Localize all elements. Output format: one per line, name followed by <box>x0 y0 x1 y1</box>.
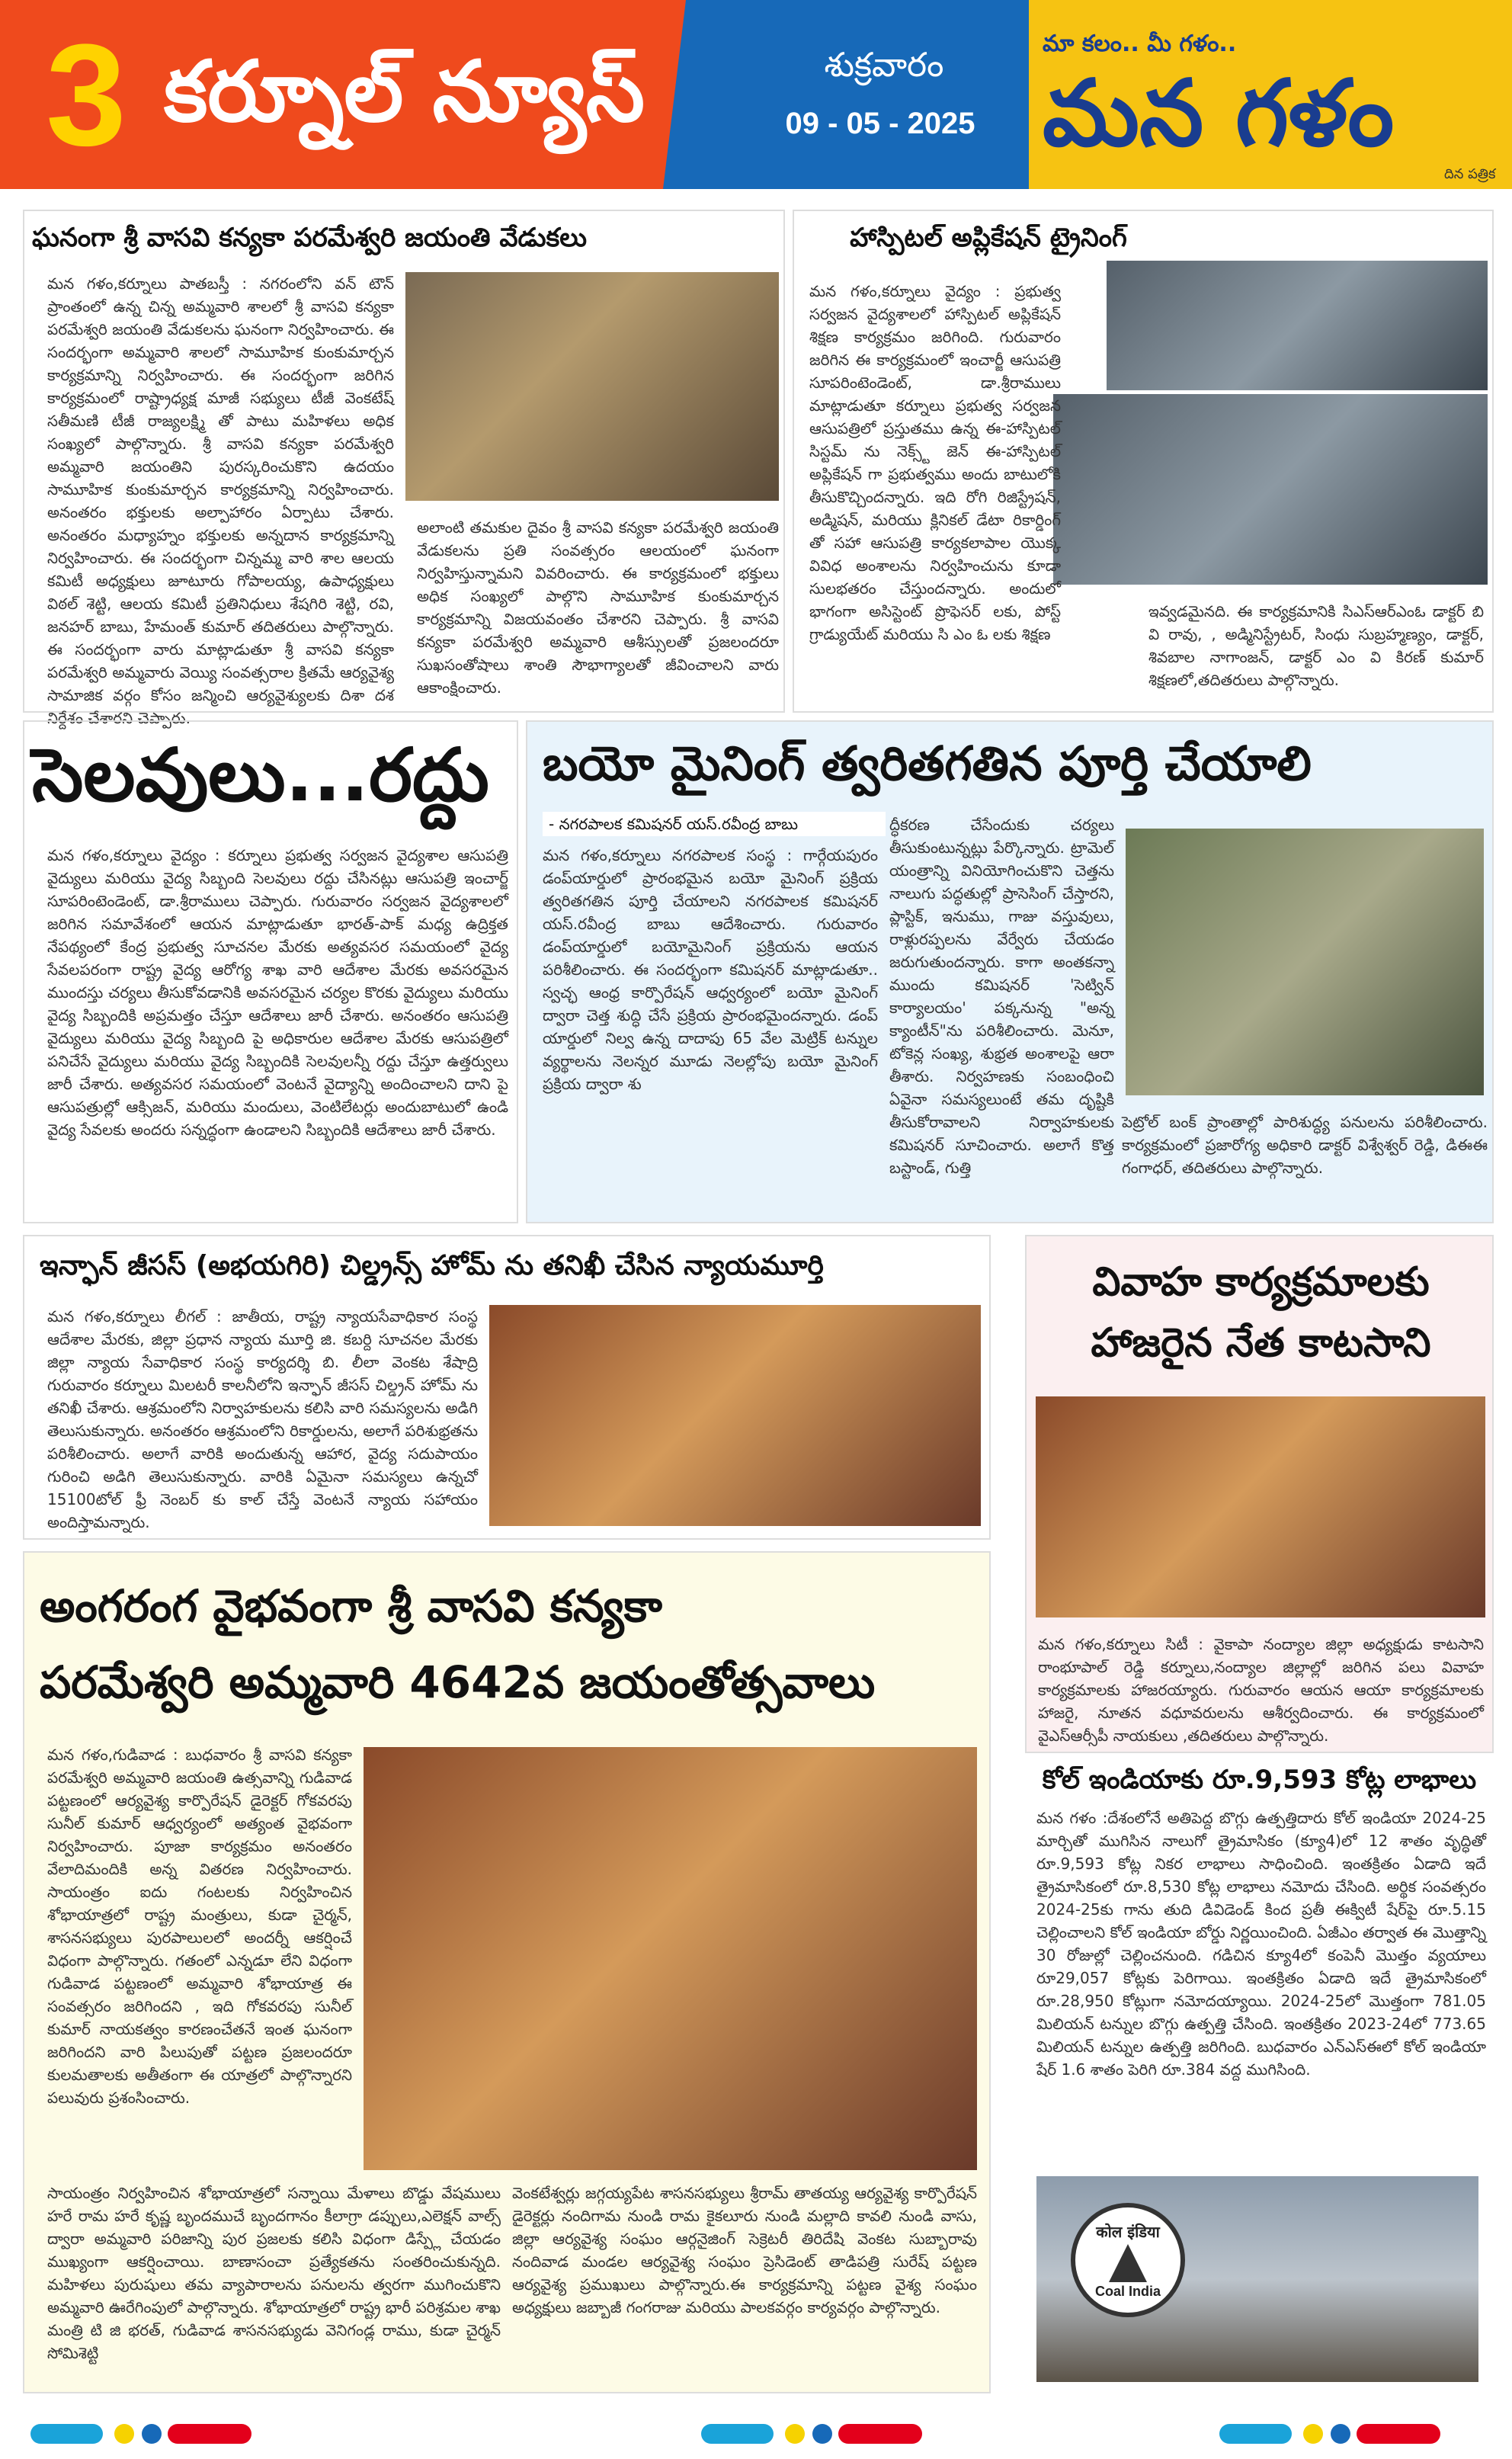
article-bio-mining <box>526 720 1494 1223</box>
article-headline: కోల్ ఇండియాకు రూ.9,593 కోట్ల లాభాలు <box>1042 1765 1477 1795</box>
footer-dots-left <box>30 2424 259 2444</box>
article-body-col3: పెట్రోల్ బంక్ ప్రాంతాల్లో పారిశుద్ధ్య పనులను పరిశీలించారు. కార్యక్రమంలో ప్రజారోగ్య అధికారి డాక్టర్ విశ్వేశ్వర్ రెడ్డి, డిఈఈ గంగాధర్, తదితరులు పాల్గొన్నారు. <box>1122 1113 1488 1177</box>
coal-logo-text: Coal India <box>1094 2284 1161 2299</box>
footer-dots-center <box>701 2424 930 2444</box>
article-body: మన గళం,కర్నూలు సిటీ : వైకాపా నంద్యాల జిల్లా అధ్యక్షుడు కాటసాని రాంభూపాల్ రెడ్డి కర్నూలు,నంద్యాల జిల్లాల్లో జరిగిన పలు వివాహ కార్యక్రమాలకు హాజరయ్యారు. గురువారం ఆయన ఆయా కార్యక్రమాలకు హాజరై, నూతన వధూవరులను ఆశీర్వదించారు. ఈ కార్యక్రమంలో వైఎస్ఆర్సీపీ నాయకులు ,తదితరులు పాల్గొన్నారు. <box>1038 1635 1484 1745</box>
article-headline: ఇన్ఫాన్ జీసస్ (అభయగిరి) చిల్డ్రన్స్ హోమ్ ను తనిఖీ చేసిన న్యాయమూర్తి <box>40 1250 824 1281</box>
article-body-col1: మన గళం,కర్నూలు వైద్యం : ప్రభుత్వ సర్వజన వైద్యశాలలో హాస్పిటల్ అప్లికేషన్ శిక్షణ కార్యక్రమం జరిగింది. గురువారం జరిగిన ఈ కార్యక్రమంలో ఇంచార్జీ ఆసుపత్రి సూపరింటెండెంట్, డా.శ్రీరాములు మాట్లాడుతూ కర్నూలు ప్రభుత్వ సర్వజన ఆసుపత్రిలో ప్రస్తుతము ఉన్న ఈ-హాస్పిటల్ సిస్టమ్ ను నెక్స్ట్ జెన్ ఈ-హాస్పిటల్ అప్లికేషన్ గా ప్రభుత్వము అందు బాటులోకి తీసుకొచ్చిందన్నారు. ఇది రోగి రిజిస్ట్రేషన్, అడ్మిషన్, మరియు క్లినికల్ డేటా రికార్డింగ్ తో సహా ఆసుపత్రి కార్యకలాపాల యొక్క వివిధ అంశాలను నిర్వహించును కూడా సులభతరం చేస్తుందన్నారు. అందులో భాగంగా అసిస్టెంట్ ప్రొఫెసర్ లకు, పోస్ట్ గ్రాడ్యుయేట్ మరియు సి ఎం ఓ లకు శిక్షణ <box>809 282 1061 643</box>
article-body-col-full: సాయంత్రం నిర్వహించిన శోభాయాత్రలో సన్నాయి మేళాలు బొడ్డు వేషములు హరే రామ హరే కృష్ణ బృందముచే బృందగానం కీలాగ్రా డప్పులు,ఎలెక్షన్ వాల్స్ ద్వారా అమ్మవారి పరిజాన్ని పుర ప్రజలకు కలిసి విధంగా డిస్ప్లే చేయడం ముఖ్యంగా ఆకర్షించాయి. బాణాసంచా ప్రత్యేకతను సంతరించుకున్నది. మహిళలు పురుషులు తమ వ్యాపారాలను పనులను త్వరగా ముగించుకొని అమ్మవారి ఊరేగింపులో పాల్గొన్నారు. శోభాయాత్రలో రాష్ట్ర భారీ పరిశ్రమల శాఖ మంత్రి టి జి భరత్, గుడివాడ శాసనసభ్యుడు వెనిగండ్ల రాము, కుడా చైర్మన్ సోమిశెట్టి <box>47 2184 501 2362</box>
logo-name: మన గళం <box>1043 61 1395 167</box>
article-body: మన గళం :దేశంలోనే అతిపెద్ద బొగ్గు ఉత్పత్తిదారు కోల్ ఇండియా 2024-25 మార్చితో ముగిసిన నాలుగో త్రైమాసికం (క్యూ4)లో 12 శాతం వృద్ధితో రూ.9,593 కోట్ల నికర లాభాలు సాధించింది. ఇంతక్రితం ఏడాది ఇదే త్రైమాసికంలో రూ.8,530 కోట్ల లాభాలు నమోదు చేసింది. అర్థిక సంవత్సరం 2024-25కు గాను తుది డివిడెండ్ కింద ప్రతీ ఈక్విటీ షేర్‌పై రూ.5.15 చెల్లించాలని కోల్ ఇండియా బోర్డు నిర్ణయించింది. ఏజీఎం తర్వాత ఈ మొత్తాన్ని 30 రోజుల్లో చెల్లించనుంది. గడిచిన క్యూ4లో కంపెనీ మొత్తం వ్యయాలు రూ29,057 కోట్లకు పెరిగాయి. ఇంతక్రితం ఏడాది ఇదే త్రైమాసికంలో రూ.28,950 కోట్లుగా నమోదయ్యాయి. 2024-25లో మొత్తంగా 781.05 మిలియన్ టన్నుల బొగ్గు ఉత్పత్తి చేసింది. ఇంతక్రితం 2023-24లో 773.65 మిలియన్ టన్నుల ఉత్పత్తి జరిగింది. బుధవారం ఎన్ఎస్ఈలో కోల్ ఇండియా షేర్ 1.6 శాతం పెరిగి రూ.384 వద్ద ముగిసింది. <box>1036 1809 1486 2079</box>
article-hospital-training <box>793 210 1494 713</box>
children-home-photo <box>489 1305 981 1526</box>
article-vasavi-4642 <box>23 1551 991 2393</box>
article-coal-india <box>1025 1761 1494 2393</box>
dumpyard-photo <box>1126 829 1484 1095</box>
header-date: 09 - 05 - 2025 <box>785 107 975 140</box>
article-children-home-inspection <box>23 1235 991 1540</box>
logo-subtitle: దిన పత్రిక <box>1444 166 1496 182</box>
temple-photo <box>405 272 779 501</box>
section-title: కర్నూల్ న్యూస్ <box>164 43 645 140</box>
header-day: శుక్రవారం <box>824 46 944 85</box>
footer-dots-right <box>1219 2424 1448 2444</box>
article-headline: హాస్పిటల్ అప్లికేషన్ ట్రైనింగ్ <box>850 223 1127 253</box>
article-body-col2: వెంకటేశ్వర్లు జగ్గయ్యపేట శాసనసభ్యులు శ్రీరామ్ తాతయ్య ఆర్యవైశ్య కార్పొరేషన్ డైరెక్టర్లు నందిగామ నుండి రామ కైకలూరు నుండి మల్లాది కావలి నుండి వాసు, జిల్లా ఆర్యవైశ్య సంఘం ఆర్గనైజింగ్ సెక్రెటరీ తిరిదేషి వెంకట సుబ్బారావు నందివాడ మండల ఆర్యవైశ్య సంఘం ప్రెసిడెంట్ తాడిపత్రి సురేష్ పట్టణ ఆర్యవైశ్య ప్రముఖులు పాల్గొన్నారు.ఈ కార్యక్రమాన్ని పట్టణ వైశ్య సంఘం అధ్యక్షులు జబ్బాజీ గంగరాజు మరియు పాలకవర్గం కార్యవర్గం పాల్గొన్నారు. <box>512 2184 977 2316</box>
article-body-col2: ఇవ్వడమైనది. ఈ కార్యక్రమానికి సిఎస్ఆర్ఎంఓ డాక్టర్ బి వి రావు, , అడ్మినిస్ట్రేటర్, సింధు సుబ్రహ్మణ్యం, డాక్టర్, శివబాల నాగాంజన్, డాక్టర్ ఎం వి కిరణ్ కుమార్ శిక్షణలో,తదితరులు పాల్గొన్నారు. <box>1148 602 1484 689</box>
coal-logo-emblem-icon <box>1109 2244 1147 2282</box>
article-body-col2: అలాంటి తమకుల దైవం శ్రీ వాసవి కన్యకా పరమేశ్వరి జయంతి వేడుకలను ప్రతి సంవత్సరం ఆలయంలో ఘనంగా నిర్వహిస్తున్నామని వివరించారు. ఈ కార్యక్రమంలో భక్తులు అధిక సంఖ్యలో పాల్గొని సామూహిక కుంకుమార్చన కార్యక్రమాన్ని విజయవంతం చేశారని చెప్పారు. శ్రీ వాసవి కన్యకా పరమేశ్వరి అమ్మవారి ఆశీస్సులతో ప్రజలందరూ సుఖసంతోషాలు శాంతి సౌభాగ్యాలతో జీవించాలని వారు ఆకాంక్షించారు. <box>417 518 779 697</box>
article-headline: వివాహ కార్యక్రమాలకు హాజరైన నేత కాటసాని <box>1091 1259 1431 1366</box>
procession-photo <box>364 1747 977 2170</box>
article-body-col1: మన గళం,కర్నూలు పాతబస్తీ : నగరంలోని వన్ టౌన్ ప్రాంతంలో ఉన్న చిన్న అమ్మవారి శాలలో శ్రీ వాసవి కన్యకా పరమేశ్వరి జయంతి వేడుకలను ఘనంగా నిర్వహించారు. ఈ సందర్భంగా అమ్మవారి శాలలో సామూహిక కుంకుమార్చన కార్యక్రమాన్ని నిర్వహించారు. ఈ సందర్భంగా జరిగిన కార్యక్రమంలో రాష్ట్రాధ్యక్ష మాజీ సభ్యులు టీజీ వెంకటేష్ సతీమణి టీజీ రాజ్యలక్ష్మి తో పాటు మహిళలు అధిక సంఖ్యలో పాల్గొన్నారు. శ్రీ వాసవి కన్యకా పరమేశ్వరి అమ్మవారి జయంతిని పురస్కరించుకొని ఉదయం సామూహిక కుంకుమార్చన కార్యక్రమాన్ని నిర్వహించారు. అనంతరం భక్తులకు అల్పాహారం ఏర్పాటు చేశారు. అనంతరం మధ్యాహ్నం భక్తులకు అన్నదాన కార్యక్రమాన్ని నిర్వహించారు. ఈ సందర్భంగా చిన్నమ్మ వారి శాల ఆలయ కమిటీ అధ్యక్షులు జూటూరు గోపాలయ్య, ఉపాధ్యక్షులు విఠల్ శెట్టి, ఆలయ కమిటీ ప్రతినిధులు శేషగిరి శెట్టి, రవి, జనహర్ బాబు, హేమంత్ కుమార్ తదితరులు పాల్గొన్నారు. ఈ సందర్భంగా వారు మాట్లాడుతూ శ్రీ వాసవి కన్యకా పరమేశ్వరి అమ్మవారు వెయ్యి సంవత్సరాల క్రితమే ఆర్యవైశ్య సామాజిక వర్గం కోసం జన్మించి ఆర్యవైశ్యులకు దిశా దశ నిర్దేశం చేశారని చెప్పారు. <box>47 274 394 727</box>
training-photo-2 <box>1053 394 1488 585</box>
page-number: 3 <box>21 15 151 175</box>
wedding-photo <box>1036 1396 1485 1617</box>
coal-india-logo <box>1071 2203 1185 2317</box>
article-headline: సెలవులు...రద్దు <box>32 733 489 818</box>
article-vasavi-jayanti <box>23 210 785 727</box>
article-body-col2: ద్ధీకరణ చేసేందుకు చర్యలు తీసుకుంటున్నట్లు పేర్కొన్నారు. ట్రామెల్ యంత్రాన్ని వినియోగించుకొని చెత్తను నాలుగు పద్ధతుల్లో ప్రాసెసింగ్ చేస్తారని, ప్లాస్టిక్, ఇనుము, గాజు వస్తువులు, రాళ్లురప్పలను వేర్వేరు చేయడం జరుగుతుందన్నారు. కాగా అంతకన్నా ముందు కమిషనర్ 'సెట్విన్ కార్యాలయం' పక్కనున్న "అన్న క్యాంటీన్"ను పరిశీలించారు. మెనూ, టోకెన్ల సంఖ్య, శుభ్రత అంశాలపై ఆరా తీశారు. నిర్వహణకు సంబంధించి ఏవైనా సమస్యలుంటే తమ దృష్టికి తీసుకోరావాలని నిర్వాహకులకు కమిషనర్ సూచించారు. అలాగే కొత్త బస్టాండ్, గుత్తి <box>889 816 1114 1177</box>
article-wedding-visit <box>1025 1235 1494 1753</box>
article-body-col1: మన గళం,కర్నూలు నగరపాలక సంస్థ : గార్గేయపురం డంప్‌యార్డులో ప్రారంభమైన బయో మైనింగ్ ప్రక్రియ త్వరితగతిన పూర్తి చేయాలని నగరపాలక కమిషనర్ యస్.రవీంద్ర బాబు ఆదేశించారు. గురువారం డంప్‌యార్డులో బయోమైనింగ్ ప్రక్రియను ఆయన పరిశీలించారు. ఈ సందర్భంగా కమిషనర్ మాట్లాడుతూ.. స్వచ్ఛ ఆంధ్ర కార్పొరేషన్ ఆధ్వర్యంలో బయో మైనింగ్ ద్వారా చెత్త శుద్ధి చేసే ప్రక్రియ ప్రారంభమైందన్నారు. డంప్ యార్డులో నిల్వ ఉన్న దాదాపు 65 వేల మెట్రిక్ టన్నుల వ్యర్థాలను నెలన్నర మూడు నెలల్లోపు బయో మైనింగ్ ప్రక్రియ ద్వారా శు <box>543 846 878 1093</box>
article-body: మన గళం,కర్నూలు లీగల్ : జాతీయ, రాష్ట్ర న్యాయసేవాధికార సంస్థ ఆదేశాల మేరకు, జిల్లా ప్రధాన న్యాయ మూర్తి జి. కబర్ది సూచనల మేరకు జిల్లా న్యాయ సేవాధికార సంస్థ కార్యదర్శి బి. లీలా వెంకట శేషాద్రి గురువారం కర్నూలు మిలటరీ కాలనీలోని ఇన్ఫాన్ జీసస్ చిల్డ్రన్ హోమ్ ను తనిఖీ చేశారు. ఆశ్రమంలోని నిర్వాహకులను కలిసి వారి సమస్యలను అడిగి తెలుసుకున్నారు. అనంతరం ఆశ్రమంలోని రికార్డులను, అలాగే పరిశుభ్రతను పరిశీలించారు. అలాగే వారికి అందుతున్న ఆహార, వైద్య సదుపాయం గురించి అడిగి తెలుసుకున్నారు. వారికి ఏమైనా సమస్యలు ఉన్నచో 15100టోల్ ఫ్రీ నెంబర్ కు కాల్ చేస్తే వెంటనే న్యాయ సహాయం అందిస్తామన్నారు. <box>47 1307 478 1531</box>
article-byline: - నగరపాలక కమిషనర్ యస్.రవీంద్ర బాబు <box>543 812 886 836</box>
coal-logo-hindi: कोल इंडिया <box>1096 2223 1160 2241</box>
training-photo-1 <box>1107 261 1488 390</box>
logo-tagline: మా కలం.. మీ గళం.. <box>1043 30 1237 57</box>
article-headline-line1: అంగరంగ వైభవంగా శ్రీ వాసవి కన్యకా <box>40 1580 662 1632</box>
article-body: మన గళం,కర్నూలు వైద్యం : కర్నూలు ప్రభుత్వ సర్వజన వైద్యశాల ఆసుపత్రి వైద్యులు మరియు వైద్య సిబ్బంది సెలవులు రద్దు చేసినట్లు ఆసుపత్రి ఇంచార్జ్ సూపరింటెండెంట్, డా.శ్రీరాములు చెప్పారు. గురువారం సర్వజన వైద్యశాలలో జరిగిన సమావేశంలో ఆయన మాట్లాడుతూ భారత్-పాక్ మధ్య ఉద్రిక్తత నేపథ్యంలో కేంద్ర ప్రభుత్వ సూచనల మేరకు అత్యవసర సమయంలో వైద్య సేవలపరంగా రాష్ట్ర వైద్య ఆరోగ్య శాఖ వారి ఆదేశాల మేరకు అవసరమైన ముందస్తు చర్యలు తీసుకోవడానికి అవసరమైన చర్యల కొరకు వైద్యులు మరియు వైద్య సిబ్బందికి అప్రమత్తం చేస్తూ ఆదేశాలు జారీ చేశారు. అనంతరం ఆసుపత్రి వైద్యులు మరియు వైద్య సిబ్బంది పై అధికారుల ఆదేశాల మేరకు ఆసుపత్రిలో పనిచేసే వైద్యులు మరియు వైద్య సిబ్బందికి సెలవులన్నీ రద్దు చేస్తూ ఉత్తర్వులు జారీ చేశారు. అత్యవసర సమయంలో వెంటనే వైద్యాన్ని అందించాలని దాని పై ఆసుపత్రుల్లో ఆక్సిజన్, మరియు మందులు, వెంటిలేటర్లు అందుబాటులో ఉండి వైద్య సేవలకు అందరు సన్నద్ధంగా ఉండాలని సిబ్బందికి ఆదేశాలు జారీ చేశారు. <box>47 846 508 1139</box>
article-headline: బయో మైనింగ్ త్వరితగతిన పూర్తి చేయాలి <box>543 736 1312 791</box>
header-blue-band <box>663 0 1029 189</box>
article-holidays-cancelled <box>23 720 518 1223</box>
article-headline: ఘనంగా శ్రీ వాసవి కన్యకా పరమేశ్వరి జయంతి వేడుకలు <box>32 223 588 253</box>
article-headline-line2: పరమేశ్వరి అమ్మవారి 4642వ జయంతోత్సవాలు <box>40 1656 876 1708</box>
article-body-col1: మన గళం,గుడివాడ : బుధవారం శ్రీ వాసవి కన్యకా పరమేశ్వరి అమ్మవారి జయంతి ఉత్సవాన్ని గుడివాడ పట్టణంలో ఆర్యవైశ్య కార్పొరేషన్ డైరెక్టర్ గోకవరపు సునీల్ కుమార్ ఆధ్వర్యంలో అత్యంత వైభవంగా నిర్వహించారు. పూజా కార్యక్రమం అనంతరం వేలాదిమందికి అన్న వితరణ నిర్వహించారు. సాయంత్రం ఐదు గంటలకు నిర్వహించిన శోభాయాత్రలో రాష్ట్ర మంత్రులు, కుడా చైర్మన్, శాసనసభ్యులు పురపాలులలో అందర్నీ ఆకర్షించే విధంగా పాల్గొన్నారు. గతంలో ఎన్నడూ లేని విధంగా గుడివాడ పట్టణంలో అమ్మవారి శోభాయాత్ర ఈ సంవత్సరం జరిగిందని , ఇది గోకవరపు సునీల్ కుమార్ నాయకత్వం కారణంచేతనే ఇంత ఘనంగా జరిగిందని వారి పిలుపుతో పట్టణ ప్రజలందరూ కులమతాలకు అతీతంగా ఈ యాత్రలో పాల్గొన్నారని పలువురు ప్రశంసించారు. <box>47 1746 352 2107</box>
